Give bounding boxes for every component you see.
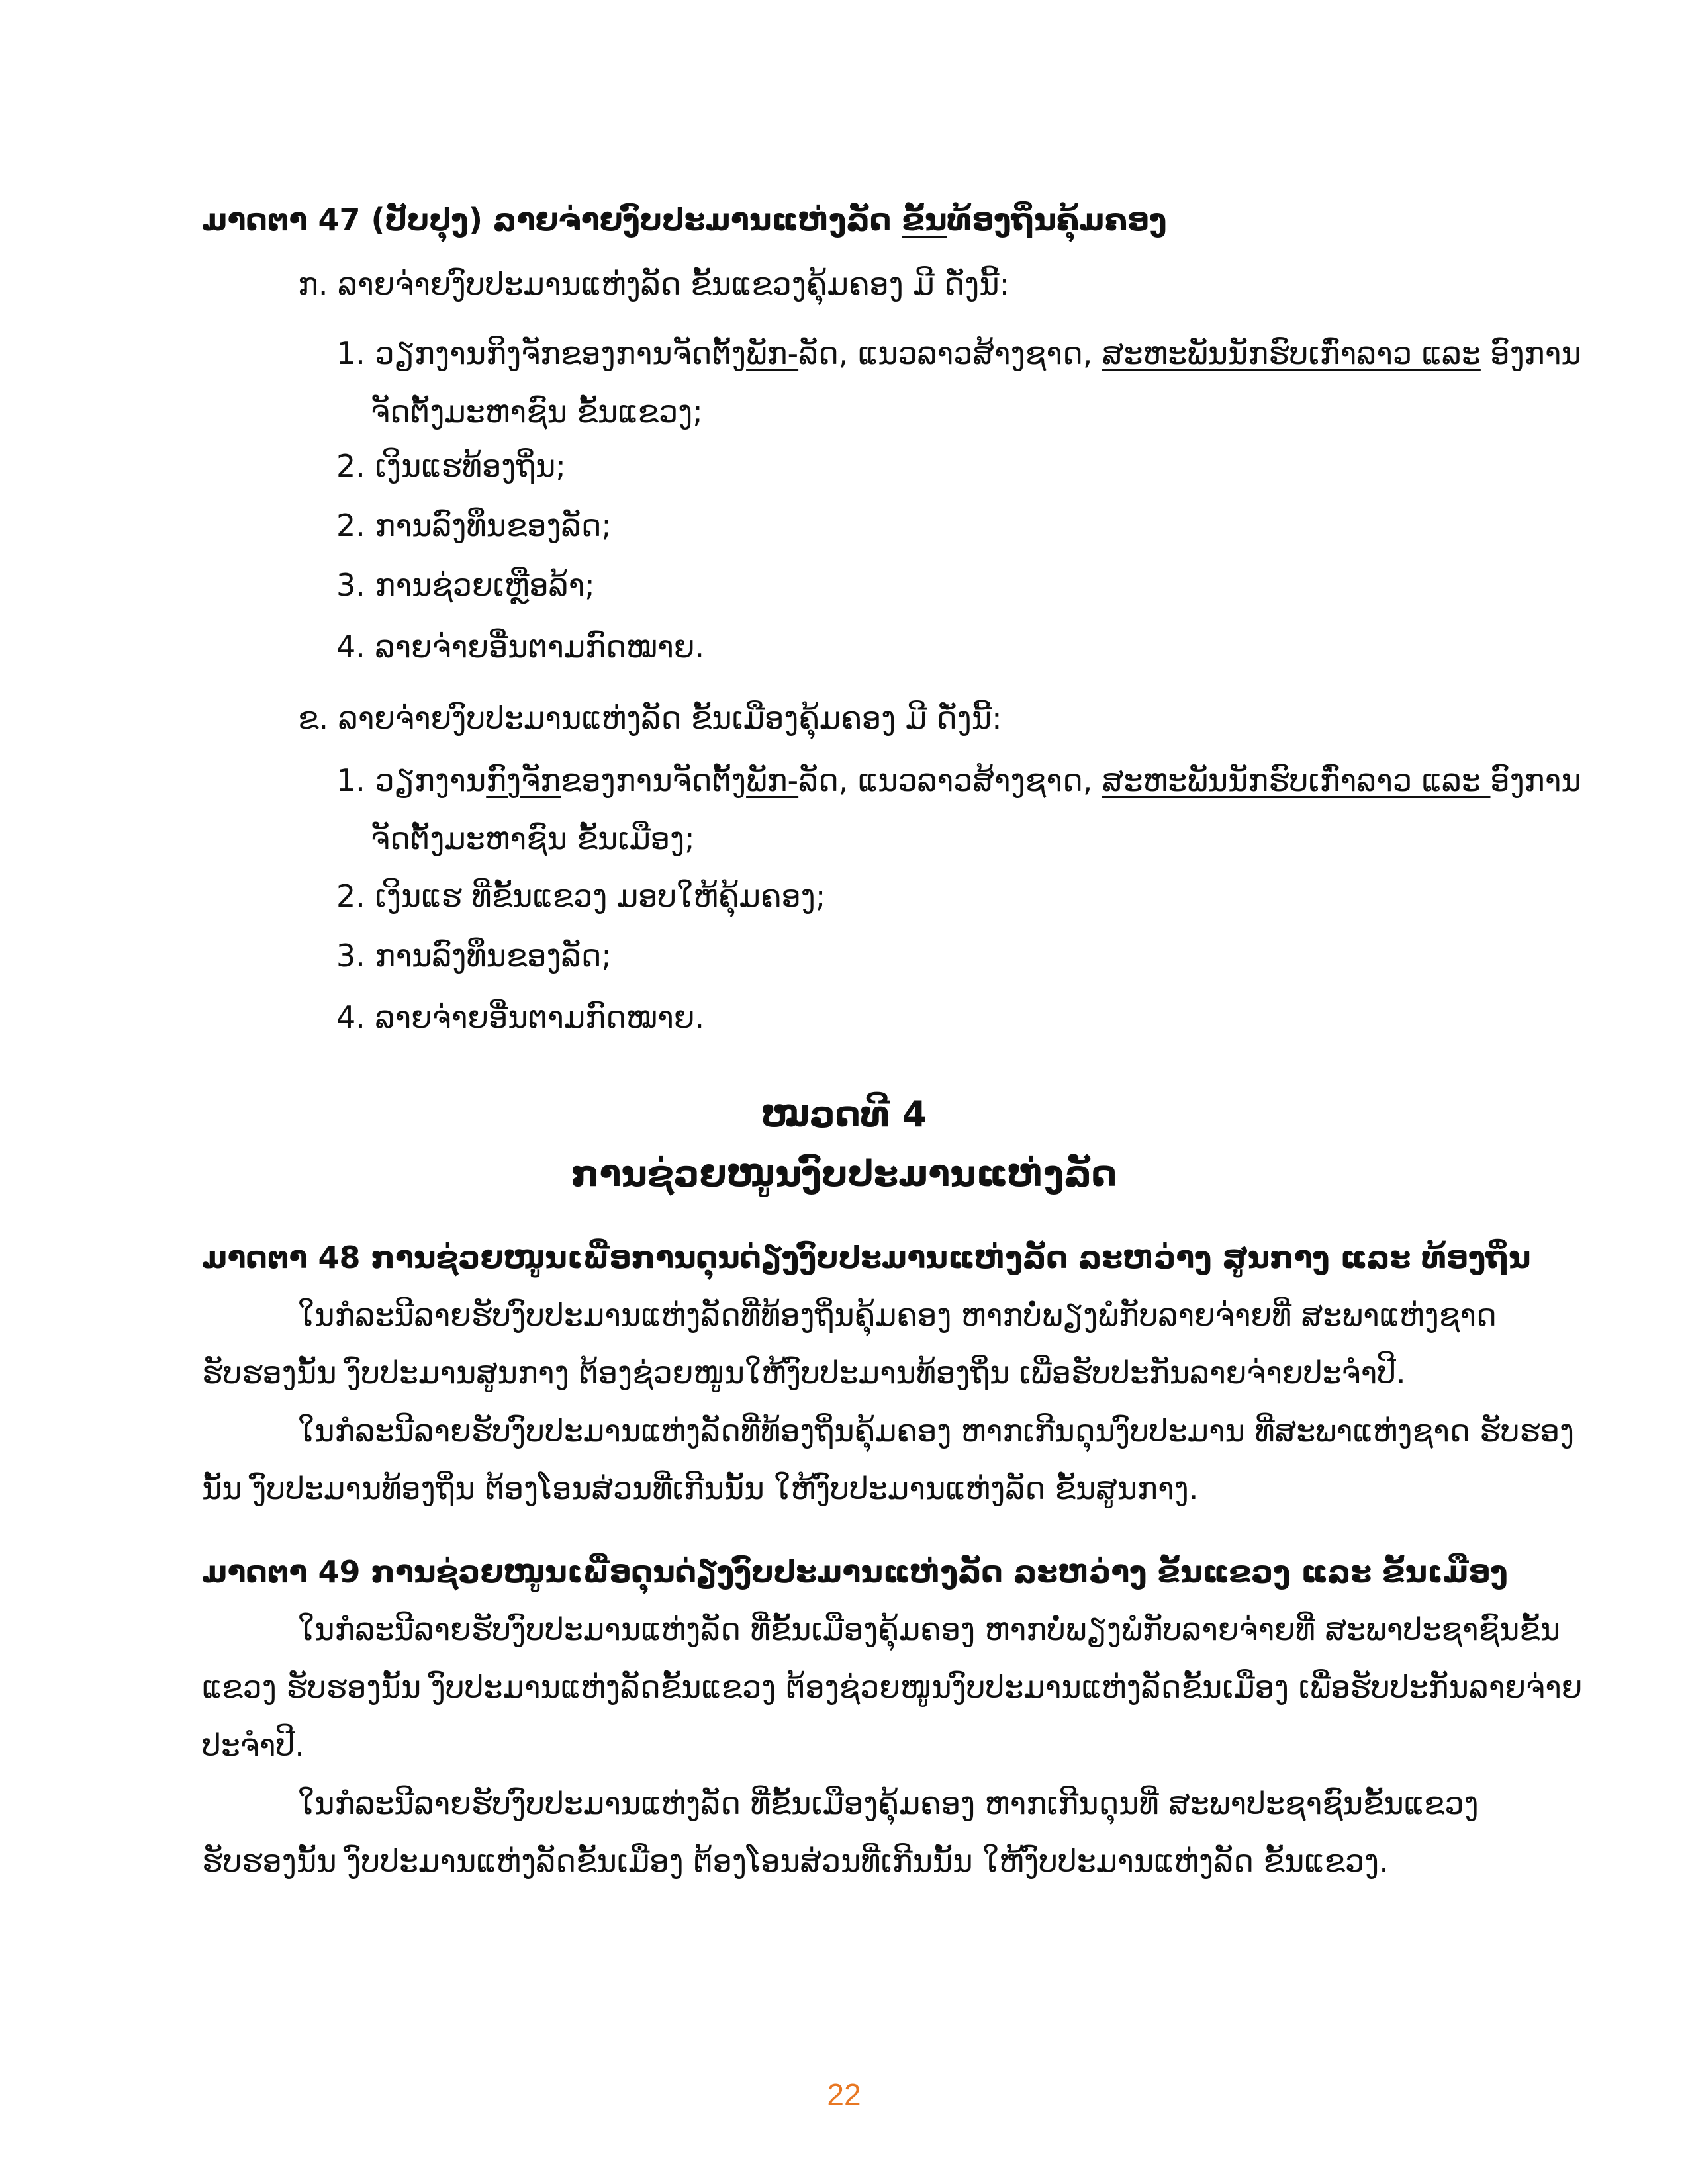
article-47-a-item-1-cont: ຈັດຕັ້ງມະຫາຊົນ ຂັ້ນແຂວງ; xyxy=(371,394,703,430)
article-49-p2-line1: ໃນກໍລະນີລາຍຮັບງົບປະມານແຫ່ງລັດ ທີ່ຂັ້ນເມືອງຄຸ້ມຄອງ ຫາກເກີນດຸນທີ່ ສະພາປະຊາຊົນຂັ້ນແຂວງ xyxy=(298,1786,1479,1821)
article-49-p1-line1: ໃນກໍລະນີລາຍຮັບງົບປະມານແຫ່ງລັດ ທີ່ຂັ້ນເມືອງຄຸ້ມຄອງ ຫາກບໍ່ພຽງພໍກັບລາຍຈ່າຍທີ່ ສະພາປະຊາຊົນຂັ້ນ xyxy=(298,1612,1561,1647)
article-47-a-item-1: 1. ວຽກງານກິງຈັກຂອງການຈັດຕັ້ງພັກ-ລັດ, ແນວລາວສ້າງຊາດ, ສະຫະພັນນັກຮົບເກົ່າລາວ ແລະ ອົງການ xyxy=(336,336,1581,371)
article-47-a-item-2: 2. ເງິນແຮທ້ອງຖິ່ນ; xyxy=(336,448,566,484)
article-49-heading: ມາດຕາ 49 ການຊ່ວຍໜູນເພື່ອດຸນດ່ຽງງົບປະມານແຫ່ງລັດ ລະຫວ່າງ ຂັ້ນແຂວງ ແລະ ຂັ້ນເມືອງ xyxy=(202,1554,1508,1590)
article-47-section-a: ກ. ລາຍຈ່າຍງົບປະມານແຫ່ງລັດ ຂັ້ນແຂວງຄຸ້ມຄອງ ມີ ດັ່ງນີ້: xyxy=(298,266,1010,302)
article-47-heading: ມາດຕາ 47 (ປັບປຸງ) ລາຍຈ່າຍງົບປະມານແຫ່ງລັດ ຂັ້ນທ້ອງຖິ່ນຄຸ້ມຄອງ xyxy=(202,202,1167,238)
article-47-b-item-1: 1. ວຽກງານກົງຈັກຂອງການຈັດຕັ້ງພັກ-ລັດ, ແນວລາວສ້າງຊາດ, ສະຫະພັນນັກຮົບເກົ່າລາວ ແລະ ອົງການ xyxy=(336,762,1581,798)
article-48-p2-line2: ນັ້ນ ງົບປະມານທ້ອງຖິ່ນ ຕ້ອງໂອນສ່ວນທີ່ເກີນນັ້ນ ໃຫ້ງົບປະມານແຫ່ງລັດ ຂັ້ນສູນກາງ. xyxy=(202,1471,1199,1506)
article-48-p1-line2: ຮັບຮອງນັ້ນ ງົບປະມານສູນກາງ ຕ້ອງຊ່ວຍໜູນໃຫ້ງົບປະມານທ້ອງຖິ່ນ ເພື່ອຮັບປະກັນລາຍຈ່າຍປະຈໍາປີ. xyxy=(202,1355,1406,1390)
article-49-p1-line3: ປະຈໍາປີ. xyxy=(202,1727,305,1763)
article-47-a-item-3: 2. ການລົງທຶນຂອງລັດ; xyxy=(336,508,612,543)
article-47-a-item-5: 4. ລາຍຈ່າຍອື່ນຕາມກົດໝາຍ. xyxy=(336,629,705,664)
article-47-b-item-3: 3. ການລົງທຶນຂອງລັດ; xyxy=(336,938,612,974)
article-47-a-item-4: 3. ການຊ່ວຍເຫຼືອລ້າ; xyxy=(336,567,595,603)
article-47-b-item-2: 2. ເງິນແຮ ທີ່ຂັ້ນແຂວງ ມອບໃຫ້ຄຸ້ມຄອງ; xyxy=(336,878,826,914)
article-48-p2-line1: ໃນກໍລະນີລາຍຮັບງົບປະມານແຫ່ງລັດທີ່ທ້ອງຖິ່ນຄຸ້ມຄອງ ຫາກເກີນດຸນງົບປະມານ ທີ່ສະພາແຫ່ງຊາດ ຮັບຮອງ xyxy=(298,1413,1575,1449)
article-47-b-item-4: 4. ລາຍຈ່າຍອື່ນຕາມກົດໝາຍ. xyxy=(336,999,705,1035)
page-number: 22 xyxy=(827,2077,861,2112)
article-47-b-item-1-cont: ຈັດຕັ້ງມະຫາຊົນ ຂັ້ນເມືອງ; xyxy=(371,821,695,856)
article-48-heading: ມາດຕາ 48 ການຊ່ວຍໜູນເພື່ອການດຸນດ່ຽງງົບປະມານແຫ່ງລັດ ລະຫວ່າງ ສູນກາງ ແລະ ທ້ອງຖິ່ນ xyxy=(202,1240,1531,1275)
chapter-number: ໝວດທີ 4 xyxy=(761,1093,927,1135)
article-48-p1-line1: ໃນກໍລະນີລາຍຮັບງົບປະມານແຫ່ງລັດທີ່ທ້ອງຖິ່ນຄຸ້ມຄອງ ຫາກບໍ່ພຽງພໍກັບລາຍຈ່າຍທີ່ ສະພາແຫ່ງຊາດ xyxy=(298,1297,1497,1333)
article-47-section-b: ຂ. ລາຍຈ່າຍງົບປະມານແຫ່ງລັດ ຂັ້ນເມືອງຄຸ້ມຄອງ ມີ ດັ່ງນີ້: xyxy=(298,700,1002,736)
article-49-p1-line2: ແຂວງ ຮັບຮອງນັ້ນ ງົບປະມານແຫ່ງລັດຂັ້ນແຂວງ ຕ້ອງຊ່ວຍໜູນງົບປະມານແຫ່ງລັດຂັ້ນເມືອງ ເພື່ອຮັບປະກັນລາຍຈ່າຍ xyxy=(202,1669,1583,1705)
chapter-title: ການຊ່ວຍໜູນງົບປະມານແຫ່ງລັດ xyxy=(571,1153,1117,1195)
article-49-p2-line2: ຮັບຮອງນັ້ນ ງົບປະມານແຫ່ງລັດຂັ້ນເມືອງ ຕ້ອງໂອນສ່ວນທີ່ເກີນນັ້ນ ໃຫ້ງົບປະມານແຫ່ງລັດ ຂັ້ນແຂວງ. xyxy=(202,1843,1389,1879)
